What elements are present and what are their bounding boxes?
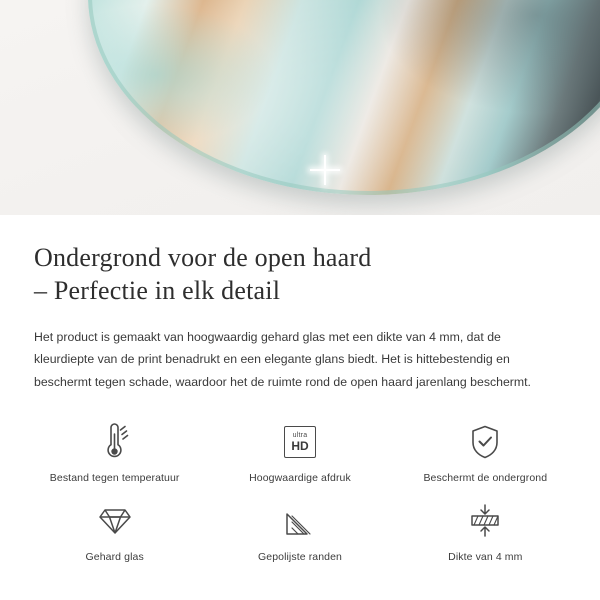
- headline-line-1: Ondergrond voor de open haard: [34, 243, 372, 272]
- feature-grid: [0, 420, 600, 565]
- feature-tempered-glass: [22, 499, 207, 565]
- glass-plate-image: [88, 0, 600, 195]
- polished-edges-icon: [283, 499, 317, 543]
- feature-polished-edges: [207, 499, 392, 565]
- ultra-hd-badge-bottom: HD: [291, 438, 309, 453]
- body-paragraph: Het product is gemaakt van hoogwaardig gehard glas met een dikte van 4 mm, dat de kleurdiepte van de print benadrukt en een elegante glans biedt. Het is hittebestendig en beschermt tegen schade, waardoor het de ruimte rond de open haard jarenlang beschermt.: [34, 329, 531, 389]
- thermometer-icon: [98, 420, 132, 464]
- ultra-hd-badge-top: ultra: [292, 431, 308, 439]
- feature-label: Dikte van 4 mm: [448, 551, 523, 564]
- content-block: [0, 215, 600, 394]
- feature-label: Bestand tegen temperatuur: [49, 471, 180, 484]
- feature-label: Beschermt de ondergrond: [423, 471, 548, 484]
- feature-temperature: [22, 420, 207, 486]
- page-title: [34, 241, 566, 308]
- ultra-hd-icon: [284, 420, 316, 464]
- feature-thickness: [393, 499, 578, 565]
- thickness-arrows-icon: [465, 499, 505, 543]
- diamond-icon: [97, 499, 133, 543]
- feature-print-quality: [207, 420, 392, 486]
- feature-label: Gehard glas: [85, 551, 144, 564]
- hero-image: [0, 0, 600, 215]
- shield-check-icon: [468, 420, 502, 464]
- feature-label: Hoogwaardige afdruk: [249, 471, 351, 484]
- headline-line-2: – Perfectie in elk detail: [34, 276, 281, 306]
- feature-surface-protection: [393, 420, 578, 486]
- feature-label: Gepolijste randen: [257, 551, 342, 564]
